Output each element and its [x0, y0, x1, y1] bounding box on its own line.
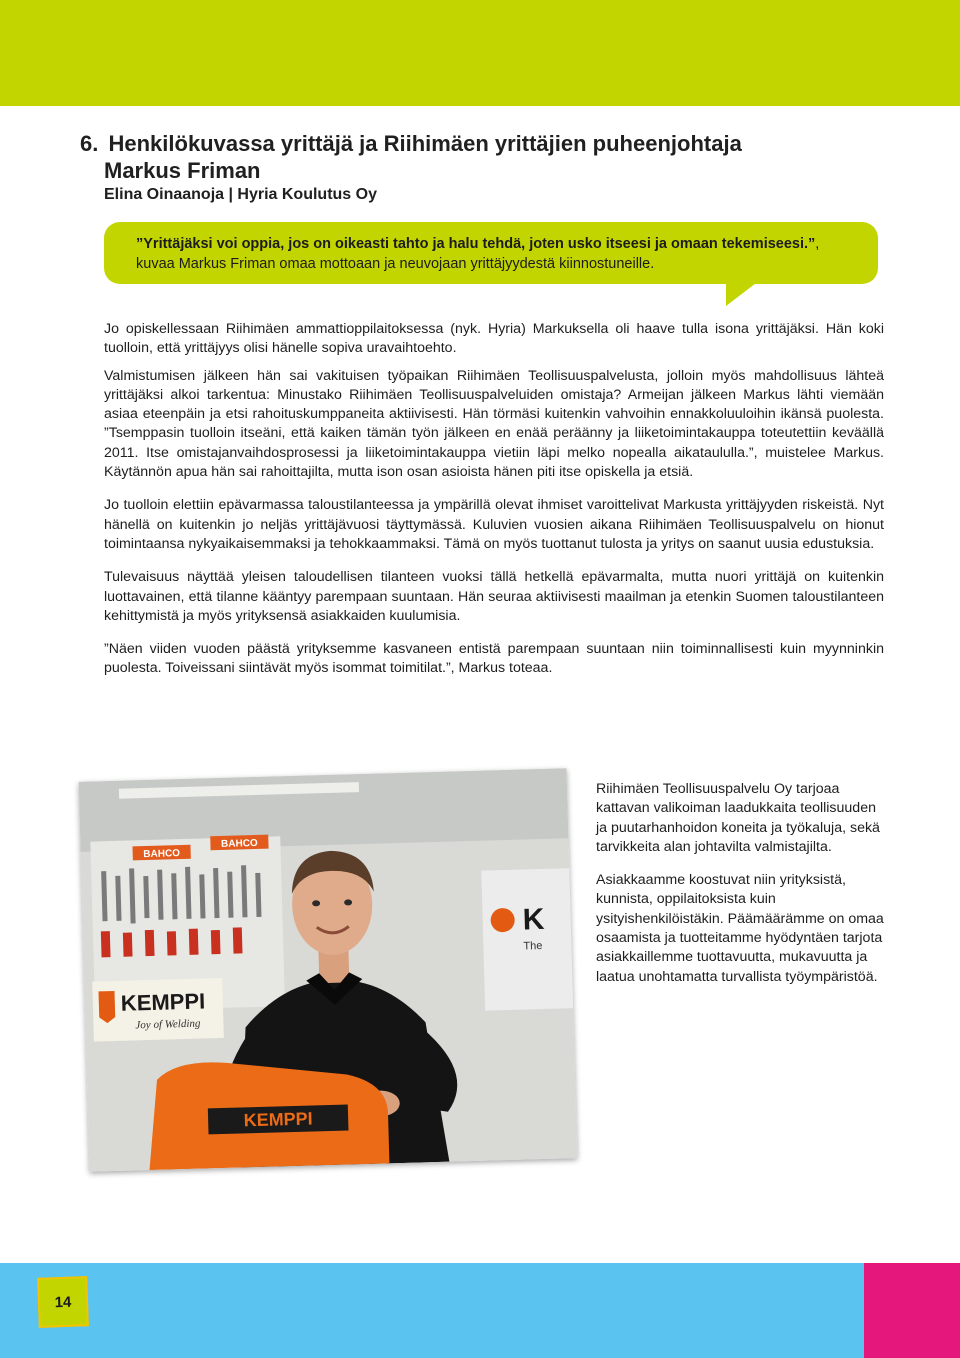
article-number: 6.: [80, 131, 99, 156]
quote-bubble-tail: [726, 280, 760, 306]
company-sidebar: [596, 780, 886, 1001]
machine-brand: KEMPPI: [243, 1108, 313, 1131]
body-paragraph-5: ”Näen viiden vuoden päästä yrityksemme kasvaneen entistä parempaan suuntaan niin toiminnallisesti kuin myynninkin puolesta. Toiveissani siintävät myös isommat toimitilat.”, Markus toteaa.: [104, 641, 884, 677]
right-sign-letter: K: [522, 902, 545, 937]
body-paragraph-3: Jo tuolloin elettiin epävarmassa taloustilanteessa ja ympärillä olevat ihmiset varoittelivat Markusta yrittäjyyden riskeistä. Nyt hänellä on kuitenkin jo neljäs yrittäjävuosi täyttymässä. Kuluvien vuosien aikana Riihimäen Teollisuuspalvelu on hionut toimintaansa nykyaikaisemmaksi ja tehokkaammaksi. Tämä on myös tuottanut tulosta ja yritys on saanut uusia edustuksia.: [104, 497, 884, 552]
page-number-badge: 14: [37, 1276, 89, 1328]
pull-quote-attribution: kuvaa Markus Friman omaa mottoaan ja neuvojaan yrittäjyydestä kiinnostuneille.: [136, 256, 655, 272]
sidebar-paragraph-1: Riihimäen Teollisuuspalvelu Oy tarjoaa kattavan valikoiman laadukkaita teollisuuden ja puutarhanhoidon koneita ja työkaluja, sekä tarvikkeita alan johtavilta valmistajilta.: [596, 781, 880, 855]
body-paragraph-4: Tulevaisuus näyttää yleisen taloudellisen tilanteen vuoksi tällä hetkellä epävarmalta, mutta nuori yrittäjä on kuitenkin luottavainen, että tilanne kääntyy parempaan suuntaan. Hän seuraa aktiivisesti maailman ja etenkin Suomen taloustilanteen kehittymistä ja myös yrityksensä asiakkaiden kuulumisia.: [104, 569, 884, 624]
article-body: [104, 320, 884, 693]
portrait-photo-illustration: [79, 768, 578, 1171]
bahco-sign-1: BAHCO: [143, 848, 181, 861]
bahco-sign-2: BAHCO: [220, 837, 258, 850]
article-title-line1: Henkilökuvassa yrittäjä ja Riihimäen yrittäjien puheenjohtaja: [108, 131, 742, 156]
kemppi-slogan: Joy of Welding: [135, 1017, 201, 1032]
article-title: [80, 130, 900, 184]
bottom-pink-block: [864, 1263, 960, 1358]
body-paragraph-2: Valmistumisen jälkeen hän sai vakituisen työpaikan Riihimäen Teollisuuspalvelusta, jolloin myös mahdollisuus lähteä yrittäjäksi alkoi tarkentua: Minustako Riihimäen Teollisuuspalveluiden omistaja? Armeijan jälkeen Markus lähti viemään asiaa eteenpäin ja etsi rahoituskumppaneita aktiivisesti. Hän törmäsi kuitenkin vahvoihin ennakkoluuloihin ikänsä puolesta. ”Tsemppasin tuolloin itseäni, että kaiken tämän työn jälkeen en enää peräänny ja liiketoimintakauppa toteutettiin keväällä 2011. Itse omistajanvaihdosprosessi ja liiketoimintakauppa vietiin läpi melko nopealla aikataululla.”, muistelee Markus. Käytännön apua hän sai rahoittajilta, mutta ison osan asioista hänen piti itse opiskella ja etsiä.: [104, 367, 884, 481]
portrait-photo: [79, 768, 578, 1171]
right-sign-sub: The: [523, 940, 543, 953]
pull-quote-comma: ,: [815, 236, 820, 252]
sidebar-paragraph-2: Asiakkaamme koostuvat niin yrityksistä, kunnista, oppilaitoksista kuin ysityishenkilöistäkin. Päämäärämme on omaa osaamista ja tuotteitamme hyödyntäen tarjota asiakkaillemme tuottavuutta, mukavuutta ja laatua unohtamatta turvallista työympäristöä.: [596, 872, 884, 985]
article-title-line2: Markus Friman: [104, 158, 261, 183]
pull-quote-bold: ”Yrittäjäksi voi oppia, jos on oikeasti tahto ja halu tehdä, joten usko itseesi ja omaan tekemiseesi.”: [136, 236, 816, 252]
article-byline: Elina Oinaanoja | Hyria Koulutus Oy: [104, 186, 377, 203]
kemppi-sign: KEMPPI: [120, 988, 206, 1016]
body-paragraph-1: Jo opiskellessaan Riihimäen ammattioppilaitoksessa (nyk. Hyria) Markuksella oli haave tulla isona yrittäjäksi. Hän koki tuolloin, että yrittäjyys olisi hänelle sopiva uravaihtoehto.: [104, 321, 884, 357]
top-color-band: [0, 0, 960, 106]
pull-quote: [136, 234, 856, 274]
bottom-color-band: [0, 1263, 960, 1358]
